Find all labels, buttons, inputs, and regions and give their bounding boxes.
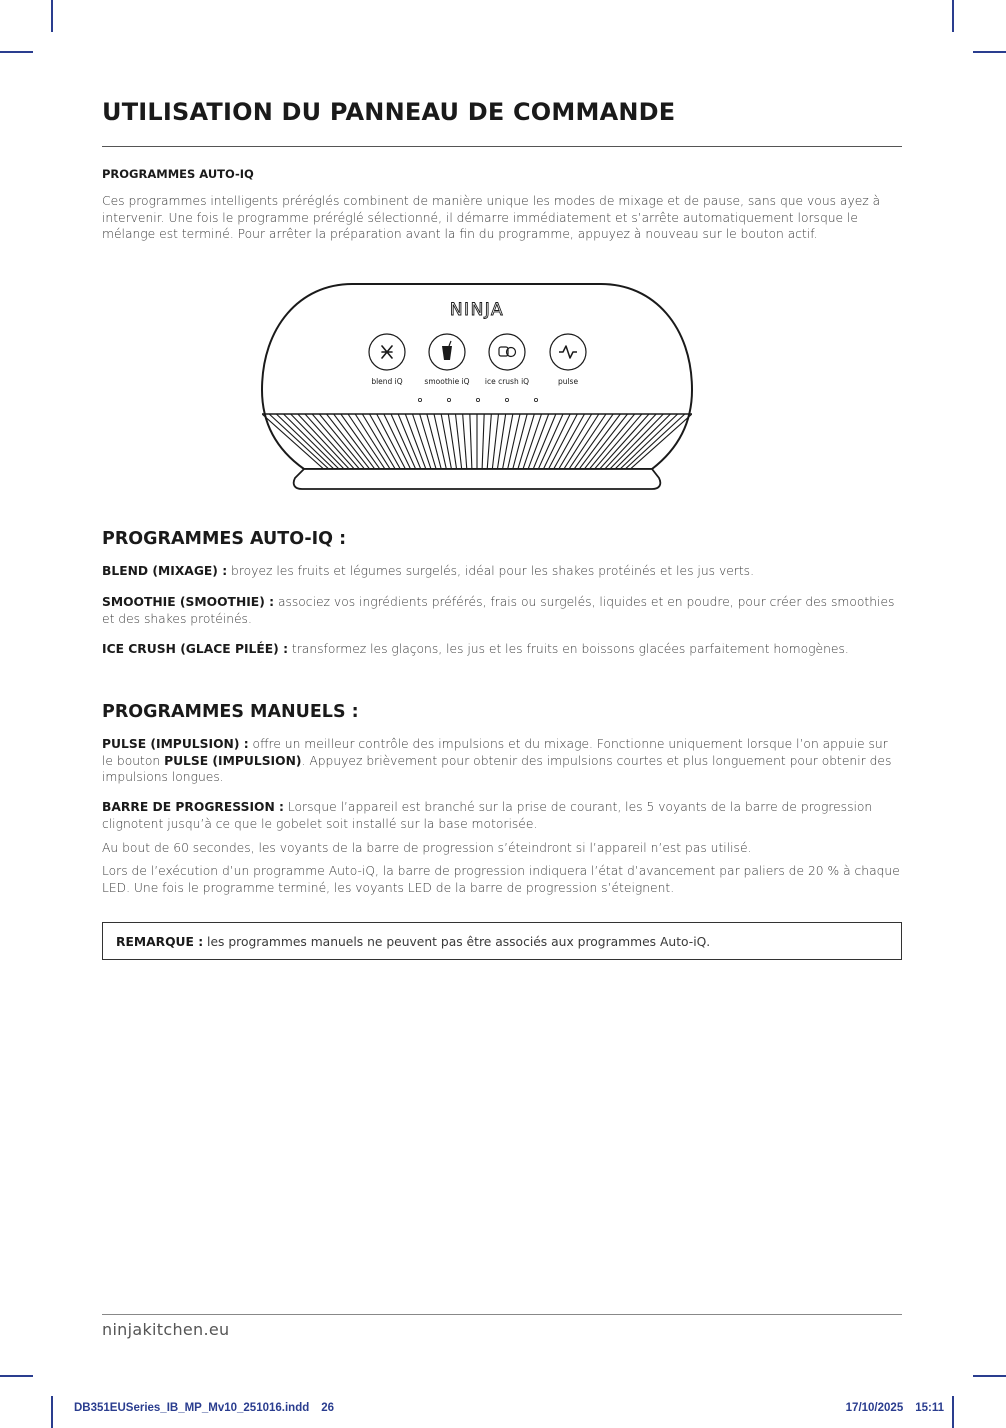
file-slug: DB351EUSeries_IB_MP_Mv10_251016.indd 26 — [74, 1402, 335, 1414]
crop-mark — [51, 0, 53, 32]
blend-label: blend iQ — [371, 377, 403, 386]
blend-button[interactable] — [369, 334, 405, 370]
crop-mark — [51, 1396, 53, 1428]
idle-timeout-text: Au bout de 60 secondes, les voyants de la barre de progression s’éteindront si l’appareil n’est pas utilisé. — [102, 841, 752, 855]
ice-crush-button[interactable] — [489, 334, 525, 370]
progress-led — [476, 398, 479, 401]
crop-mark — [973, 1375, 1006, 1377]
intro-label: PROGRAMMES AUTO-IQ — [102, 167, 254, 181]
progress-bar-description: BARRE DE PROGRESSION : Lorsque l’appareil est branché sur la prise de courant, les 5 voyants de la barre de progression clignotent jusqu’à ce que le gobelet soit installé sur la base motorisée. — [102, 800, 873, 831]
progress-led — [505, 398, 508, 401]
smoothie-description: SMOOTHIE (SMOOTHIE) : associez vos ingrédients préférés, frais ou surgelés, liquides et en poudre, pour créer des smoothies et des shakes protéinés. — [102, 595, 895, 626]
pulse-description: PULSE (IMPULSION) : offre un meilleur contrôle des impulsions et du mixage. Fonctionne uniquement lorsque l’on appuie sur le bouton PULSE (IMPULSION). Appuyez brièvement pour obtenir des impulsions courtes et plus longuement pour obtenir des impulsions longues. — [102, 737, 892, 784]
pulse-button[interactable] — [550, 334, 586, 370]
page-title: UTILISATION DU PANNEAU DE COMMANDE — [102, 98, 676, 126]
progress-led — [534, 398, 537, 401]
smoothie-label: smoothie iQ — [424, 377, 470, 386]
manual-heading: PROGRAMMES MANUELS : — [102, 702, 359, 722]
ice-crush-description: ICE CRUSH (GLACE PILÉE) : transformez les glaçons, les jus et les fruits en boissons glacées parfaitement homogènes. — [102, 642, 849, 656]
pulse-label: pulse — [557, 377, 579, 386]
crop-mark — [952, 0, 954, 32]
brand-logo: NINJA — [449, 300, 505, 320]
appliance-base — [294, 469, 661, 489]
footer-divider — [102, 1314, 902, 1315]
crop-mark — [0, 51, 33, 53]
crop-mark — [952, 1396, 954, 1428]
note-text: REMARQUE : les programmes manuels ne peuvent pas être associés aux programmes Auto-iQ. — [116, 935, 711, 949]
control-panel-illustration — [254, 282, 699, 494]
auto-iq-progress-text: Lors de l’exécution d’un programme Auto-iQ, la barre de progression indiquera l’état d’avancement par paliers de 20 % à chaque LED. Une fois le programme terminé, les voyants LED de la barre de progression s’éteignent. — [102, 864, 900, 895]
title-divider — [102, 146, 902, 147]
progress-led — [447, 398, 450, 401]
crop-mark — [0, 1375, 33, 1377]
note-box — [102, 922, 902, 960]
smoothie-button[interactable] — [429, 334, 465, 370]
crop-mark — [973, 51, 1006, 53]
blend-description: BLEND (MIXAGE) : broyez les fruits et légumes surgelés, idéal pour les shakes protéinés et les jus verts. — [102, 564, 754, 578]
auto-iq-heading: PROGRAMMES AUTO-IQ : — [102, 529, 347, 549]
progress-led — [418, 398, 421, 401]
date-slug: 17/10/2025 15:11 — [845, 1402, 944, 1414]
intro-text: Ces programmes intelligents préréglés combinent de manière unique les modes de mixage et de pause, sans que vous ayez à intervenir. Une fois le programme préréglé sélectionné, il démarre immédiatement et s’arrête automatiquement lorsque le mélange est terminé. Pour arrêter la préparation avant la fin du programme, appuyez à nouveau sur le bouton actif. — [102, 194, 881, 241]
ice-crush-label: ice crush iQ — [484, 377, 530, 386]
footer-url: ninjakitchen.eu — [102, 1320, 230, 1339]
